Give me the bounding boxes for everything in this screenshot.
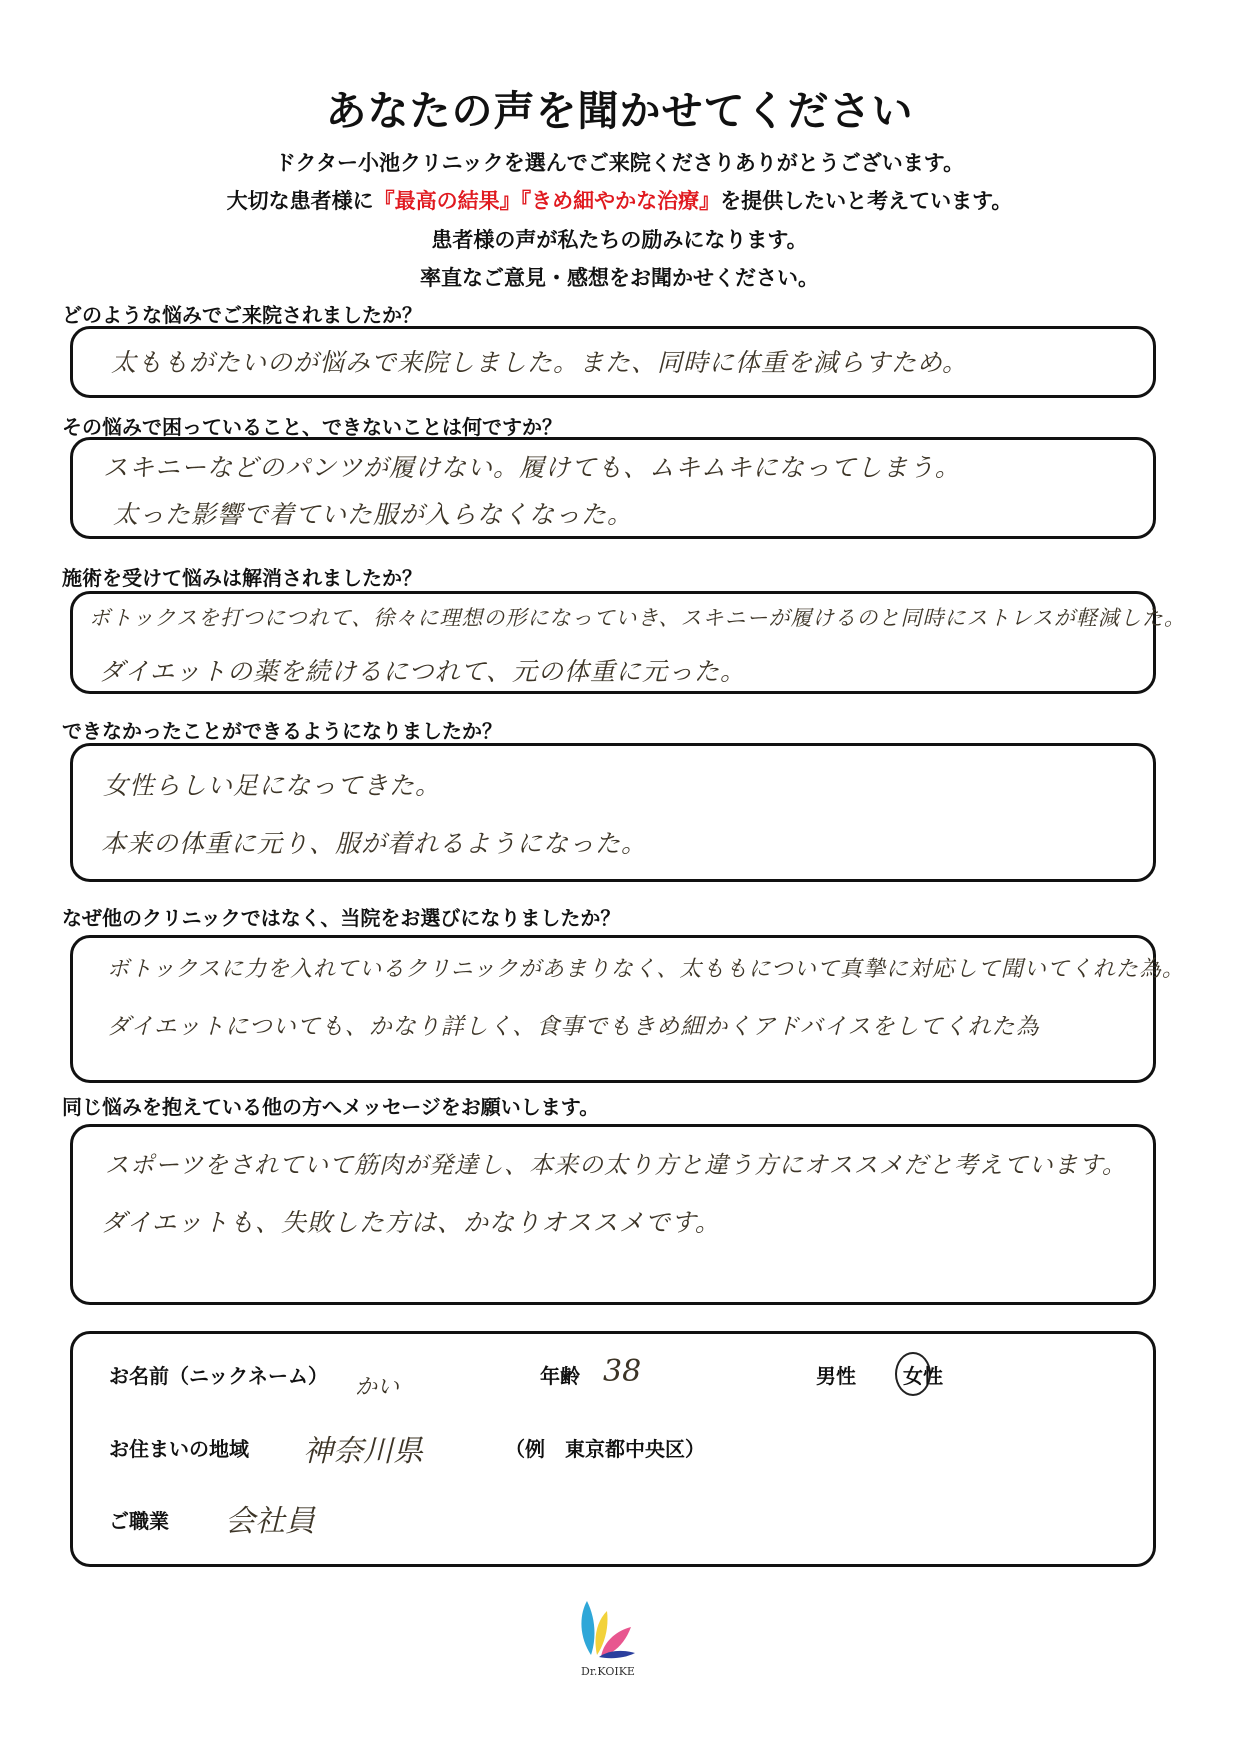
page-title: あなたの声を聞かせてください: [325, 87, 914, 135]
intro-line-2-start: 大切な患者様に: [226, 189, 374, 213]
question-6-answer-line-1: スポーツをされていて筋肉が発達し、本来の太り方と違う方にオススメだと考えています。: [105, 1151, 1127, 1179]
area-value: 神奈川県: [303, 1434, 423, 1469]
job-label: ご職業: [109, 1509, 169, 1533]
intro-line-4: 率直なご意見・感想をお聞かせください。: [420, 266, 819, 290]
question-5-label: なぜ他のクリニックではなく、当院をお選びになりましたか？: [62, 906, 621, 930]
question-5-answer-line-1: ボトックスに力を入れているクリニックがあまりなく、太ももについて真摯に対応して聞いてくれた為。: [107, 957, 1185, 982]
area-example: （例 東京都中央区）: [505, 1437, 705, 1461]
intro-line-2-highlight: 『最高の結果』『きめ細やかな治療』: [373, 189, 721, 213]
gender-male: 男性: [816, 1364, 856, 1388]
intro-line-3: 患者様の声が私たちの励みになります。: [431, 228, 808, 252]
name-value: かい: [355, 1375, 400, 1400]
question-6-answer-line-2: ダイエットも、失敗した方は、かなりオススメです。: [101, 1208, 721, 1237]
intro-line-1: ドクター小池クリニックを選んでご来院くださりありがとうございます。: [274, 151, 965, 175]
question-4-answer-line-1: 女性らしい足になってきた。: [103, 771, 442, 800]
question-4-label: できなかったことができるようになりましたか？: [62, 719, 502, 743]
question-2-answer-line-2: 太った影響で着ていた服が入らなくなった。: [113, 500, 634, 529]
age-value: 38: [603, 1354, 642, 1389]
question-1-answer-box: [70, 326, 1156, 398]
question-4-answer-line-2: 本来の体重に元り、服が着れるようになった。: [101, 829, 648, 858]
question-1-label: どのような悩みでご来院されましたか？: [62, 303, 422, 327]
question-6-label: 同じ悩みを抱えている他の方へメッセージをお願いします。: [62, 1095, 600, 1119]
question-3-answer-line-2: ダイエットの薬を続けるにつれて、元の体重に元った。: [99, 657, 747, 686]
age-label: 年齢: [540, 1364, 580, 1388]
area-label: お住まいの地域: [109, 1437, 249, 1461]
question-3-label: 施術を受けて悩みは解消されましたか？: [62, 566, 422, 590]
question-1-answer-line-1: 太ももがたいのが悩みで来院しました。また、同時に体重を減らすため。: [111, 348, 969, 377]
question-5-answer-box: [70, 935, 1185, 1083]
gender-female: 女性: [903, 1364, 943, 1388]
feather-icon: [573, 1597, 643, 1659]
clinic-logo: [573, 1597, 643, 1677]
intro-line-2-end: を提供したいと考えています。: [720, 189, 1013, 213]
question-6-answer-box: [70, 1124, 1156, 1305]
question-2-label: その悩みで困っていること、できないことは何ですか？: [62, 415, 562, 439]
job-value: 会社員: [225, 1504, 315, 1539]
question-4-answer-box: [70, 743, 1156, 882]
question-5-answer-line-2: ダイエットについても、かなり詳しく、食事でもきめ細かくアドバイスをしてくれた為: [107, 1014, 1040, 1040]
question-2-answer-box: [70, 437, 1156, 539]
intro-line-2: [0, 185, 1239, 215]
name-label: お名前（ニックネーム）: [109, 1364, 328, 1388]
question-2-answer-line-1: スキニーなどのパンツが履けない。履けても、ムキムキになってしまう。: [103, 453, 961, 482]
question-3-answer-line-1: ボトックスを打つにつれて、徐々に理想の形になっていき、スキニーが履けるのと同時にストレスが軽減した。: [89, 606, 1186, 630]
profile-box: [70, 1331, 1156, 1567]
logo-text: Dr.KOIKE: [581, 1665, 635, 1678]
question-3-answer-box: [70, 591, 1186, 694]
